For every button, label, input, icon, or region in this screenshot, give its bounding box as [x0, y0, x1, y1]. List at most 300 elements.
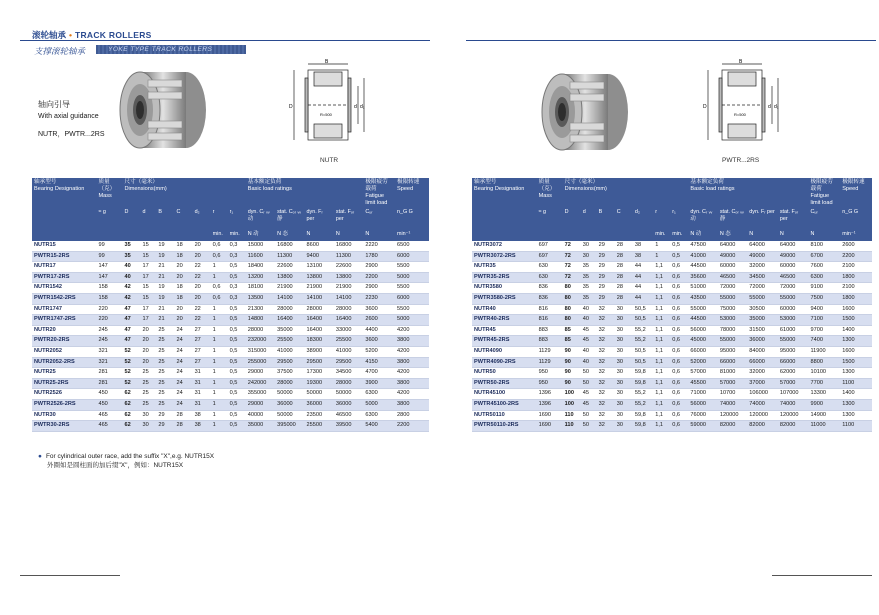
- bearing-designation: PWTR15-2RS: [32, 251, 96, 262]
- table-cell: 29500: [305, 357, 334, 368]
- footnote-cn: 外圈如是圆柱面的加后缀"X"，例如：NUTR15X: [47, 462, 184, 469]
- cross-section-drawing: [288, 58, 368, 156]
- table-row: [472, 336, 872, 347]
- subtitle-cn: 支撑滚轮轴承: [34, 46, 86, 56]
- table-cell: 883: [537, 325, 563, 336]
- table-cell: 7100: [808, 315, 840, 326]
- table-cell: 6000: [395, 293, 429, 304]
- bullet-icon: •: [69, 30, 72, 40]
- bearing-designation: NUTR3072: [472, 241, 537, 251]
- table-cell: 19: [156, 241, 174, 251]
- table-cell: 66000: [747, 357, 778, 368]
- svg-text:D: D: [289, 104, 293, 110]
- bearing-designation: NUTR50110: [472, 410, 537, 421]
- table-cell: 27: [193, 357, 211, 368]
- table-cell: 816: [537, 315, 563, 326]
- table-cell: 59,8: [633, 421, 653, 432]
- table-cell: 35: [122, 241, 140, 251]
- bearing-designation: NUTR45: [472, 325, 537, 336]
- table-cell: 0,5: [228, 325, 246, 336]
- table-cell: 281: [96, 378, 122, 389]
- table-cell: 13800: [334, 272, 363, 283]
- col-dimensions: 尺寸（毫米） Dimensions(mm): [122, 178, 245, 208]
- table-cell: 14100: [305, 293, 334, 304]
- table-row: [32, 293, 429, 304]
- table-cell: 74000: [718, 399, 747, 410]
- table-cell: 20: [193, 241, 211, 251]
- table-cell: 0,6: [670, 304, 688, 315]
- table-cell: 697: [537, 241, 563, 251]
- col-D: D: [122, 208, 140, 230]
- table-cell: 158: [96, 293, 122, 304]
- table-cell: 4200: [395, 325, 429, 336]
- table-cell: 28000: [275, 378, 304, 389]
- bearing-designation: PWTR35-2RS: [472, 272, 537, 283]
- table-cell: 29: [597, 283, 615, 294]
- bearing-designation: NUTR15: [32, 241, 96, 251]
- table-cell: 18400: [246, 262, 275, 273]
- table-cell: 4700: [363, 368, 395, 379]
- table-cell: 1,1: [653, 357, 670, 368]
- table-cell: 71000: [688, 389, 717, 400]
- table-cell: 15: [141, 283, 157, 294]
- table-cell: 57000: [688, 368, 717, 379]
- table-cell: 21900: [334, 283, 363, 294]
- table-cell: 13100: [305, 262, 334, 273]
- table-cell: 0,6: [670, 315, 688, 326]
- table-cell: 0,6: [670, 368, 688, 379]
- table-cell: 0,5: [228, 399, 246, 410]
- table-cell: 0,6: [670, 357, 688, 368]
- table-cell: 232000: [246, 336, 275, 347]
- table-cell: 321: [96, 357, 122, 368]
- table-cell: 3800: [395, 399, 429, 410]
- table-cell: 25: [156, 336, 174, 347]
- table-cell: 1300: [840, 336, 872, 347]
- table-cell: 1,1: [653, 315, 670, 326]
- table-cell: 1600: [840, 346, 872, 357]
- mass-unit: ≈ g: [96, 208, 122, 230]
- mass-unit: ≈ g: [537, 208, 563, 230]
- table-cell: 32: [597, 357, 615, 368]
- table-cell: 17: [141, 272, 157, 283]
- col-C: C: [615, 208, 633, 230]
- table-cell: 4400: [363, 325, 395, 336]
- table-cell: 3800: [395, 357, 429, 368]
- table-cell: 110: [563, 410, 581, 421]
- table-cell: 29: [597, 241, 615, 251]
- table-cell: 0,5: [228, 262, 246, 273]
- table-cell: 20: [174, 262, 192, 273]
- col-D: D: [563, 208, 581, 230]
- table-cell: 50,5: [633, 315, 653, 326]
- table-cell: 60000: [718, 262, 747, 273]
- table-cell: 242000: [246, 378, 275, 389]
- table-cell: 30: [615, 389, 633, 400]
- table-cell: 45: [581, 336, 597, 347]
- table-cell: 16400: [334, 315, 363, 326]
- table-cell: 30: [615, 325, 633, 336]
- table-cell: 41000: [275, 346, 304, 357]
- bearing-designation: PWTR3580-2RS: [472, 293, 537, 304]
- table-cell: 28000: [275, 304, 304, 315]
- table-cell: 22: [193, 304, 211, 315]
- table-cell: 35000: [275, 325, 304, 336]
- table-cell: 0,5: [228, 304, 246, 315]
- table-cell: 14100: [334, 293, 363, 304]
- table-cell: 55000: [778, 336, 809, 347]
- bearing-designation: NUTR17: [32, 262, 96, 273]
- table-cell: 0,6: [670, 410, 688, 421]
- table-cell: 158: [96, 283, 122, 294]
- col-stat: stat. Cₒᵣ ᵥᵥ 静: [718, 208, 747, 230]
- table-cell: 836: [537, 293, 563, 304]
- table-cell: 0,3: [228, 251, 246, 262]
- table-cell: 53000: [778, 315, 809, 326]
- table-cell: 0,5: [228, 410, 246, 421]
- table-cell: 950: [537, 378, 563, 389]
- spec-rows-right: [472, 241, 872, 431]
- table-row: [472, 325, 872, 336]
- table-cell: 355000: [246, 389, 275, 400]
- table-cell: 37500: [275, 368, 304, 379]
- table-cell: 35000: [246, 421, 275, 432]
- table-cell: 630: [537, 272, 563, 283]
- table-row: [472, 251, 872, 262]
- footnote-en: For cylindrical outer race, add the suffix "X",e.g. NUTR15X: [45, 453, 215, 460]
- section-title-cn: 滚轮轴承: [32, 30, 67, 40]
- table-cell: 49000: [747, 251, 778, 262]
- table-cell: 1396: [537, 399, 563, 410]
- table-cell: 8800: [808, 357, 840, 368]
- table-cell: 29000: [246, 399, 275, 410]
- table-cell: 32: [597, 336, 615, 347]
- table-cell: 1,1: [653, 389, 670, 400]
- table-cell: 40: [581, 304, 597, 315]
- table-cell: 697: [537, 251, 563, 262]
- table-cell: 9700: [808, 325, 840, 336]
- table-cell: 4150: [363, 357, 395, 368]
- table-cell: 37000: [747, 378, 778, 389]
- table-cell: 15: [141, 293, 157, 304]
- table-cell: 19300: [305, 378, 334, 389]
- unit-n: N 动: [688, 230, 717, 241]
- table-cell: 47: [122, 315, 140, 326]
- table-cell: 21: [156, 262, 174, 273]
- table-cell: 1600: [840, 304, 872, 315]
- table-row: [472, 421, 872, 432]
- table-row: [32, 251, 429, 262]
- table-cell: 55,2: [633, 399, 653, 410]
- unit-n: N: [808, 230, 840, 241]
- table-cell: 2800: [395, 410, 429, 421]
- table-cell: 29500: [334, 357, 363, 368]
- table-cell: 51000: [688, 283, 717, 294]
- table-cell: 44500: [688, 315, 717, 326]
- table-cell: 32000: [747, 368, 778, 379]
- table-cell: 59,8: [633, 378, 653, 389]
- table-cell: 30: [615, 346, 633, 357]
- table-cell: 1100: [840, 421, 872, 432]
- table-cell: 1,1: [653, 283, 670, 294]
- header-rule: [20, 40, 430, 41]
- table-cell: 55000: [718, 336, 747, 347]
- table-cell: 120000: [778, 410, 809, 421]
- table-cell: 1: [211, 304, 228, 315]
- table-cell: 1500: [840, 315, 872, 326]
- table-cell: 30: [581, 251, 597, 262]
- table-cell: 19: [156, 283, 174, 294]
- table-cell: 39500: [334, 421, 363, 432]
- table-cell: 30: [615, 368, 633, 379]
- col-d: d: [141, 208, 157, 230]
- unit-n: N: [363, 230, 395, 241]
- table-cell: 1: [211, 262, 228, 273]
- table-cell: 24: [174, 336, 192, 347]
- table-cell: 32: [597, 410, 615, 421]
- table-cell: 2220: [363, 241, 395, 251]
- table-cell: 8600: [305, 241, 334, 251]
- table-cell: 6700: [808, 251, 840, 262]
- table-cell: 31: [193, 389, 211, 400]
- bearing-designation: PWTR20-2RS: [32, 336, 96, 347]
- table-cell: 630: [537, 262, 563, 273]
- table-cell: 5200: [363, 346, 395, 357]
- col-d: d: [581, 208, 597, 230]
- bearing-designation: NUTR4090: [472, 346, 537, 357]
- table-cell: 8100: [808, 241, 840, 251]
- col-fatigue: 极限疲劳载荷 Fatigue limit load: [363, 178, 395, 208]
- table-cell: 50: [581, 421, 597, 432]
- col-cur: Cᵤᵣ: [363, 208, 395, 230]
- table-cell: 22600: [275, 262, 304, 273]
- table-cell: 0,6: [670, 262, 688, 273]
- table-cell: 18100: [246, 283, 275, 294]
- table-cell: 147: [96, 262, 122, 273]
- col-dyn-per: dyn. Fᵣ per: [305, 208, 334, 230]
- table-cell: 245: [96, 336, 122, 347]
- table-cell: 25: [156, 399, 174, 410]
- table-cell: 1,1: [653, 336, 670, 347]
- table-cell: 220: [96, 315, 122, 326]
- table-cell: 22: [193, 272, 211, 283]
- table-cell: 85: [563, 336, 581, 347]
- bearing-designation: PWTR1747-2RS: [32, 315, 96, 326]
- table-cell: 40000: [246, 410, 275, 421]
- col-dyn-per: dyn. Fᵣ per: [747, 208, 778, 230]
- table-cell: 450: [96, 389, 122, 400]
- unit-n: N: [778, 230, 809, 241]
- table-cell: 49000: [778, 251, 809, 262]
- table-cell: 44500: [688, 262, 717, 273]
- table-cell: 72000: [778, 283, 809, 294]
- bearing-designation: NUTR2052-2RS: [32, 357, 96, 368]
- table-cell: 52: [122, 368, 140, 379]
- table-cell: 1100: [840, 378, 872, 389]
- table-cell: 45500: [688, 378, 717, 389]
- table-cell: 38: [633, 251, 653, 262]
- bearing-designation: NUTR25-2RS: [32, 378, 96, 389]
- table-cell: 220: [96, 304, 122, 315]
- table-cell: 28000: [305, 304, 334, 315]
- table-cell: 0,6: [211, 293, 228, 304]
- table-cell: 2100: [840, 283, 872, 294]
- table-cell: 0,5: [670, 241, 688, 251]
- col-load-ratings: 基本额定负荷 Basic load ratings: [246, 178, 364, 208]
- col-mass: 质量（克） Mass: [537, 178, 563, 208]
- table-cell: 1780: [363, 251, 395, 262]
- table-cell: 50000: [275, 389, 304, 400]
- subtitle-band: [96, 45, 246, 54]
- intro-cn: 轴向引导: [38, 100, 70, 109]
- table-cell: 30500: [747, 304, 778, 315]
- table-cell: 72000: [747, 283, 778, 294]
- table-cell: 816: [537, 304, 563, 315]
- unit-n: N: [334, 230, 363, 241]
- table-cell: 0,5: [228, 389, 246, 400]
- bearing-designation: NUTR30: [32, 410, 96, 421]
- table-cell: 1,1: [653, 399, 670, 410]
- unit-min: min.: [228, 230, 246, 241]
- table-cell: 465: [96, 410, 122, 421]
- table-cell: 38: [633, 241, 653, 251]
- table-cell: 110: [563, 421, 581, 432]
- table-cell: 1400: [840, 325, 872, 336]
- table-cell: 72: [563, 272, 581, 283]
- bearing-designation: NUTR40: [472, 304, 537, 315]
- bearing-designation: NUTR45100: [472, 389, 537, 400]
- table-row: [472, 346, 872, 357]
- table-cell: 1,1: [653, 293, 670, 304]
- table-cell: 47: [122, 304, 140, 315]
- table-cell: 1300: [840, 399, 872, 410]
- table-cell: 1,1: [653, 368, 670, 379]
- table-cell: 30: [141, 410, 157, 421]
- col-B: B: [597, 208, 615, 230]
- table-cell: 24: [174, 389, 192, 400]
- table-cell: 50: [581, 368, 597, 379]
- intro-code: NUTR，PWTR...2RS: [38, 131, 105, 138]
- table-cell: 22600: [334, 262, 363, 273]
- table-cell: 22: [193, 262, 211, 273]
- table-cell: 465: [96, 421, 122, 432]
- table-cell: 84000: [747, 346, 778, 357]
- col-speed: 极限转速 Speed: [395, 178, 429, 208]
- table-cell: 1690: [537, 410, 563, 421]
- table-cell: 1300: [840, 410, 872, 421]
- table-cell: 29: [156, 421, 174, 432]
- bearing-designation: NUTR2052: [32, 346, 96, 357]
- table-cell: 15: [141, 251, 157, 262]
- table-cell: 25: [141, 399, 157, 410]
- svg-text:d: d: [354, 104, 357, 110]
- svg-text:R=500: R=500: [734, 112, 746, 117]
- table-cell: 1: [211, 357, 228, 368]
- table-cell: 1,1: [653, 378, 670, 389]
- table-cell: 11600: [246, 251, 275, 262]
- table-cell: 34500: [334, 368, 363, 379]
- table-cell: 80: [563, 283, 581, 294]
- bearing-designation: PWTR17-2RS: [32, 272, 96, 283]
- table-cell: 1690: [537, 421, 563, 432]
- table-cell: 21: [156, 272, 174, 283]
- table-row: [472, 410, 872, 421]
- unit-speed: min⁻¹: [395, 230, 429, 241]
- table-cell: 1: [211, 325, 228, 336]
- intro-text: [38, 99, 105, 141]
- table-cell: 30: [615, 378, 633, 389]
- table-row: [32, 389, 429, 400]
- table-cell: 1,1: [653, 262, 670, 273]
- table-cell: 55,2: [633, 336, 653, 347]
- table-row: [472, 293, 872, 304]
- cross-section-drawing: [702, 58, 782, 156]
- table-cell: 1: [211, 368, 228, 379]
- table-cell: 11900: [808, 346, 840, 357]
- table-cell: 55,2: [633, 389, 653, 400]
- table-cell: 3800: [395, 378, 429, 389]
- table-cell: 27: [193, 346, 211, 357]
- spec-rows-left: [32, 241, 429, 431]
- table-cell: 9400: [808, 304, 840, 315]
- table-cell: 5500: [395, 262, 429, 273]
- bearing-designation: NUTR2526: [32, 389, 96, 400]
- table-cell: 99: [96, 241, 122, 251]
- table-cell: 25500: [334, 336, 363, 347]
- bearing-designation: PWTR45100-2RS: [472, 399, 537, 410]
- table-row: [472, 368, 872, 379]
- table-cell: 36000: [334, 399, 363, 410]
- table-cell: 21: [156, 315, 174, 326]
- table-cell: 28: [615, 251, 633, 262]
- table-cell: 20: [141, 325, 157, 336]
- bearing-designation: PWTR50-2RS: [472, 378, 537, 389]
- table-cell: 50000: [305, 389, 334, 400]
- table-cell: 17: [141, 304, 157, 315]
- unit-min: min.: [670, 230, 688, 241]
- table-cell: 62: [122, 410, 140, 421]
- roller-photo: [540, 62, 640, 162]
- table-cell: 1: [653, 241, 670, 251]
- svg-text:R=500: R=500: [320, 112, 332, 117]
- table-cell: 18: [174, 283, 192, 294]
- table-cell: 64000: [718, 241, 747, 251]
- table-cell: 15000: [246, 241, 275, 251]
- table-cell: 0,6: [211, 251, 228, 262]
- table-cell: 0,5: [228, 421, 246, 432]
- table-cell: 1: [211, 378, 228, 389]
- bearing-designation: PWTR4090-2RS: [472, 357, 537, 368]
- table-cell: 24: [174, 346, 192, 357]
- col-r1: r₁: [228, 208, 246, 230]
- table-cell: 25: [156, 325, 174, 336]
- table-cell: 72: [563, 251, 581, 262]
- table-cell: 0,5: [670, 251, 688, 262]
- bearing-designation: NUTR25: [32, 368, 96, 379]
- table-cell: 66000: [688, 346, 717, 357]
- col-stat: stat. Cₒᵣ ᵥᵥ 静: [275, 208, 304, 230]
- table-cell: 836: [537, 283, 563, 294]
- col-dyn: dyn. Cᵣ ᵥᵥ 动: [688, 208, 717, 230]
- table-cell: 25: [156, 357, 174, 368]
- table-cell: 100: [563, 399, 581, 410]
- table-cell: 56000: [688, 325, 717, 336]
- table-cell: 62: [122, 421, 140, 432]
- table-cell: 35600: [688, 272, 717, 283]
- table-cell: 25500: [275, 336, 304, 347]
- table-cell: 59,8: [633, 368, 653, 379]
- table-cell: 40: [122, 272, 140, 283]
